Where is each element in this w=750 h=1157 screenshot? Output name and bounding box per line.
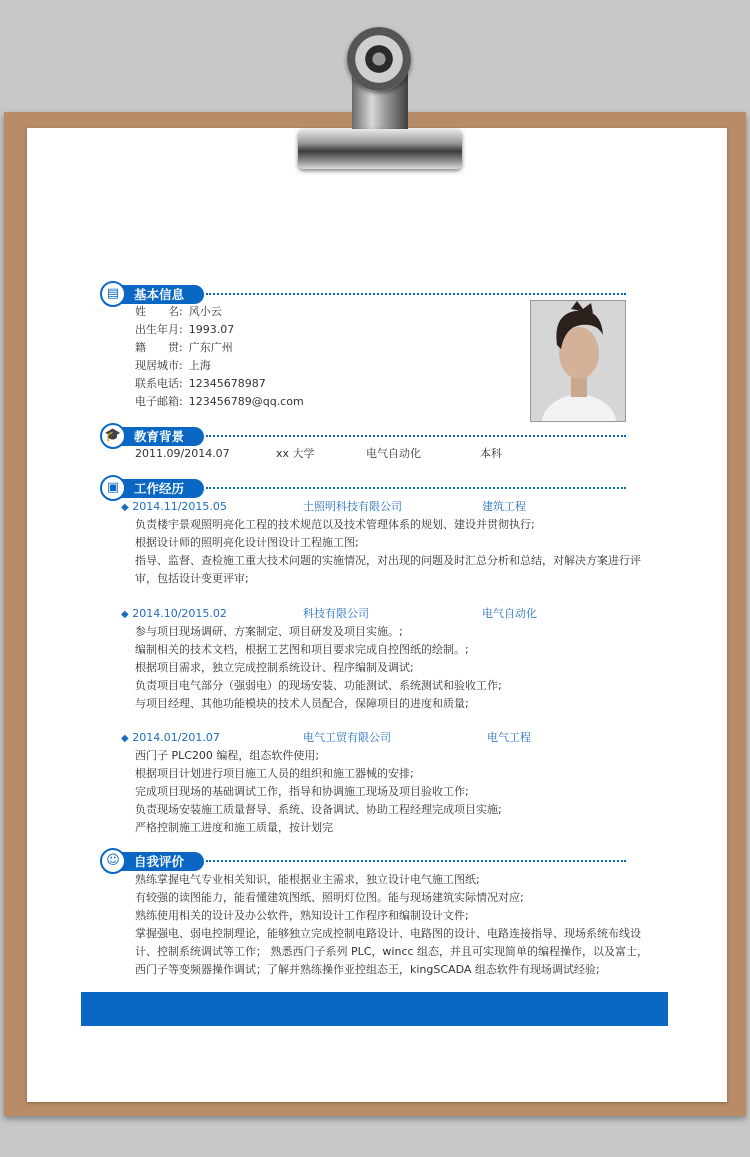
education-school: xx 大学 <box>276 447 315 460</box>
clip-ring <box>347 27 411 91</box>
job-position: 电气自动化 <box>482 607 537 620</box>
job-duty: 根据项目需求，独立完成控制系统设计、程序编制及调试; <box>135 661 414 674</box>
education-period: 2011.09/2014.07 <box>135 447 230 460</box>
self-eval-line: 熟练使用相关的设计及办公软件，熟知设计工作程序和编制设计文件; <box>135 909 469 922</box>
id-card-icon: ▤ <box>100 281 126 307</box>
job-duty: 负责现场安装施工质量督导、系统、设备调试、协助工程经理完成项目实施; <box>135 803 502 816</box>
job-duty: 参与项目现场调研、方案制定、项目研发及项目实施。; <box>135 625 403 638</box>
job-company: 科技有限公司 <box>303 607 369 620</box>
info-value: 广东广州 <box>188 341 233 354</box>
job-position: 建筑工程 <box>482 500 526 513</box>
diamond-bullet-icon: ◆ <box>121 502 129 513</box>
info-label: 现居城市: <box>135 359 183 372</box>
info-value: 上海 <box>188 359 211 372</box>
education-major: 电气自动化 <box>366 447 421 460</box>
job-company: 土照明科技有限公司 <box>303 500 402 513</box>
job-duty: 根据设计师的照明亮化设计图设计工程施工图; <box>135 536 359 549</box>
job-period: 2014.11/2015.05 <box>132 500 227 513</box>
section-title: 基本信息 <box>120 285 204 304</box>
self-eval-line: 有较强的读图能力，能看懂建筑图纸、照明灯位图。能与现场建筑实际情况对应; <box>135 891 524 904</box>
job-duty: 严格控制施工进度和施工质量，按计划完 <box>135 821 333 834</box>
graduation-cap-icon: 🎓 <box>100 423 126 449</box>
job-duty: 根据项目计划进行项目施工人员的组织和施工器械的安排; <box>135 767 414 780</box>
education-degree: 本科 <box>480 447 502 460</box>
job-duty: 指导、监督、查检施工重大技术问题的实施情况，对出现的问题及时汇总分析和总结，对解决方案进行评 <box>135 554 641 567</box>
smiley-icon: ☺ <box>100 848 126 874</box>
info-row <box>135 303 222 321</box>
info-row <box>135 321 234 339</box>
section-divider <box>206 487 626 489</box>
self-eval-line: 西门子等变频器操作调试；了解并熟练操作亚控组态王，kingSCADA 组态软件有现场调试经验; <box>135 963 600 976</box>
info-row <box>135 339 233 357</box>
info-label: 电子邮箱: <box>135 395 183 408</box>
briefcase-icon: ▣ <box>100 475 126 501</box>
footer-bar <box>81 992 668 1026</box>
self-eval-line: 熟练掌握电气专业相关知识，能根据业主需求，独立设计电气施工图纸; <box>135 873 480 886</box>
job-duty: 审，包括设计变更评审; <box>135 572 249 585</box>
info-value: 1993.07 <box>188 323 235 336</box>
section-title: 工作经历 <box>120 479 204 498</box>
job-header <box>121 729 220 748</box>
section-divider <box>206 435 626 437</box>
section-title: 教育背景 <box>120 427 204 446</box>
job-header <box>121 498 227 517</box>
section-title: 自我评价 <box>120 852 204 871</box>
job-duty: 完成项目现场的基础调试工作，指导和协调施工现场及项目验收工作; <box>135 785 469 798</box>
info-value: 12345678987 <box>188 377 266 390</box>
diamond-bullet-icon: ◆ <box>121 609 129 620</box>
info-label: 籍 贯: <box>135 341 183 354</box>
info-label: 出生年月: <box>135 323 183 336</box>
info-row <box>135 357 211 375</box>
self-eval-line: 计、控制系统调试等工作； 熟悉西门子系列 PLC，wincc 组态，并且可实现简单的编程操作，以及富士， <box>135 945 649 958</box>
job-position: 电气工程 <box>487 731 531 744</box>
job-period: 2014.01/201.07 <box>132 731 220 744</box>
info-label: 联系电话: <box>135 377 183 390</box>
job-duty: 负责楼宇景观照明亮化工程的技术规范以及技术管理体系的规划、建设并贯彻执行; <box>135 518 535 531</box>
job-duty: 编制相关的技术文档，根据工艺图和项目要求完成自控图纸的绘制。; <box>135 643 469 656</box>
info-label: 姓 名: <box>135 305 183 318</box>
job-period: 2014.10/2015.02 <box>132 607 227 620</box>
clip-plate <box>298 129 462 169</box>
job-duty: 负责项目电气部分（强弱电）的现场安装、功能测试、系统测试和验收工作; <box>135 679 502 692</box>
section-divider <box>206 293 626 295</box>
profile-photo <box>530 300 626 422</box>
section-divider <box>206 860 626 862</box>
diamond-bullet-icon: ◆ <box>121 733 129 744</box>
info-value: 123456789@qq.com <box>188 395 304 408</box>
job-duty: 西门子 PLC200 编程，组态软件使用; <box>135 749 320 762</box>
job-header <box>121 605 227 624</box>
info-value: 风小云 <box>188 305 222 318</box>
info-row <box>135 375 266 393</box>
info-row <box>135 393 304 411</box>
job-duty: 与项目经理、其他功能模块的技术人员配合，保障项目的进度和质量; <box>135 697 469 710</box>
self-eval-line: 掌握强电、弱电控制理论，能够独立完成控制电路设计、电路图的设计、电路连接指导、现场系统布线设 <box>135 927 641 940</box>
job-company: 电气工贸有限公司 <box>303 731 391 744</box>
